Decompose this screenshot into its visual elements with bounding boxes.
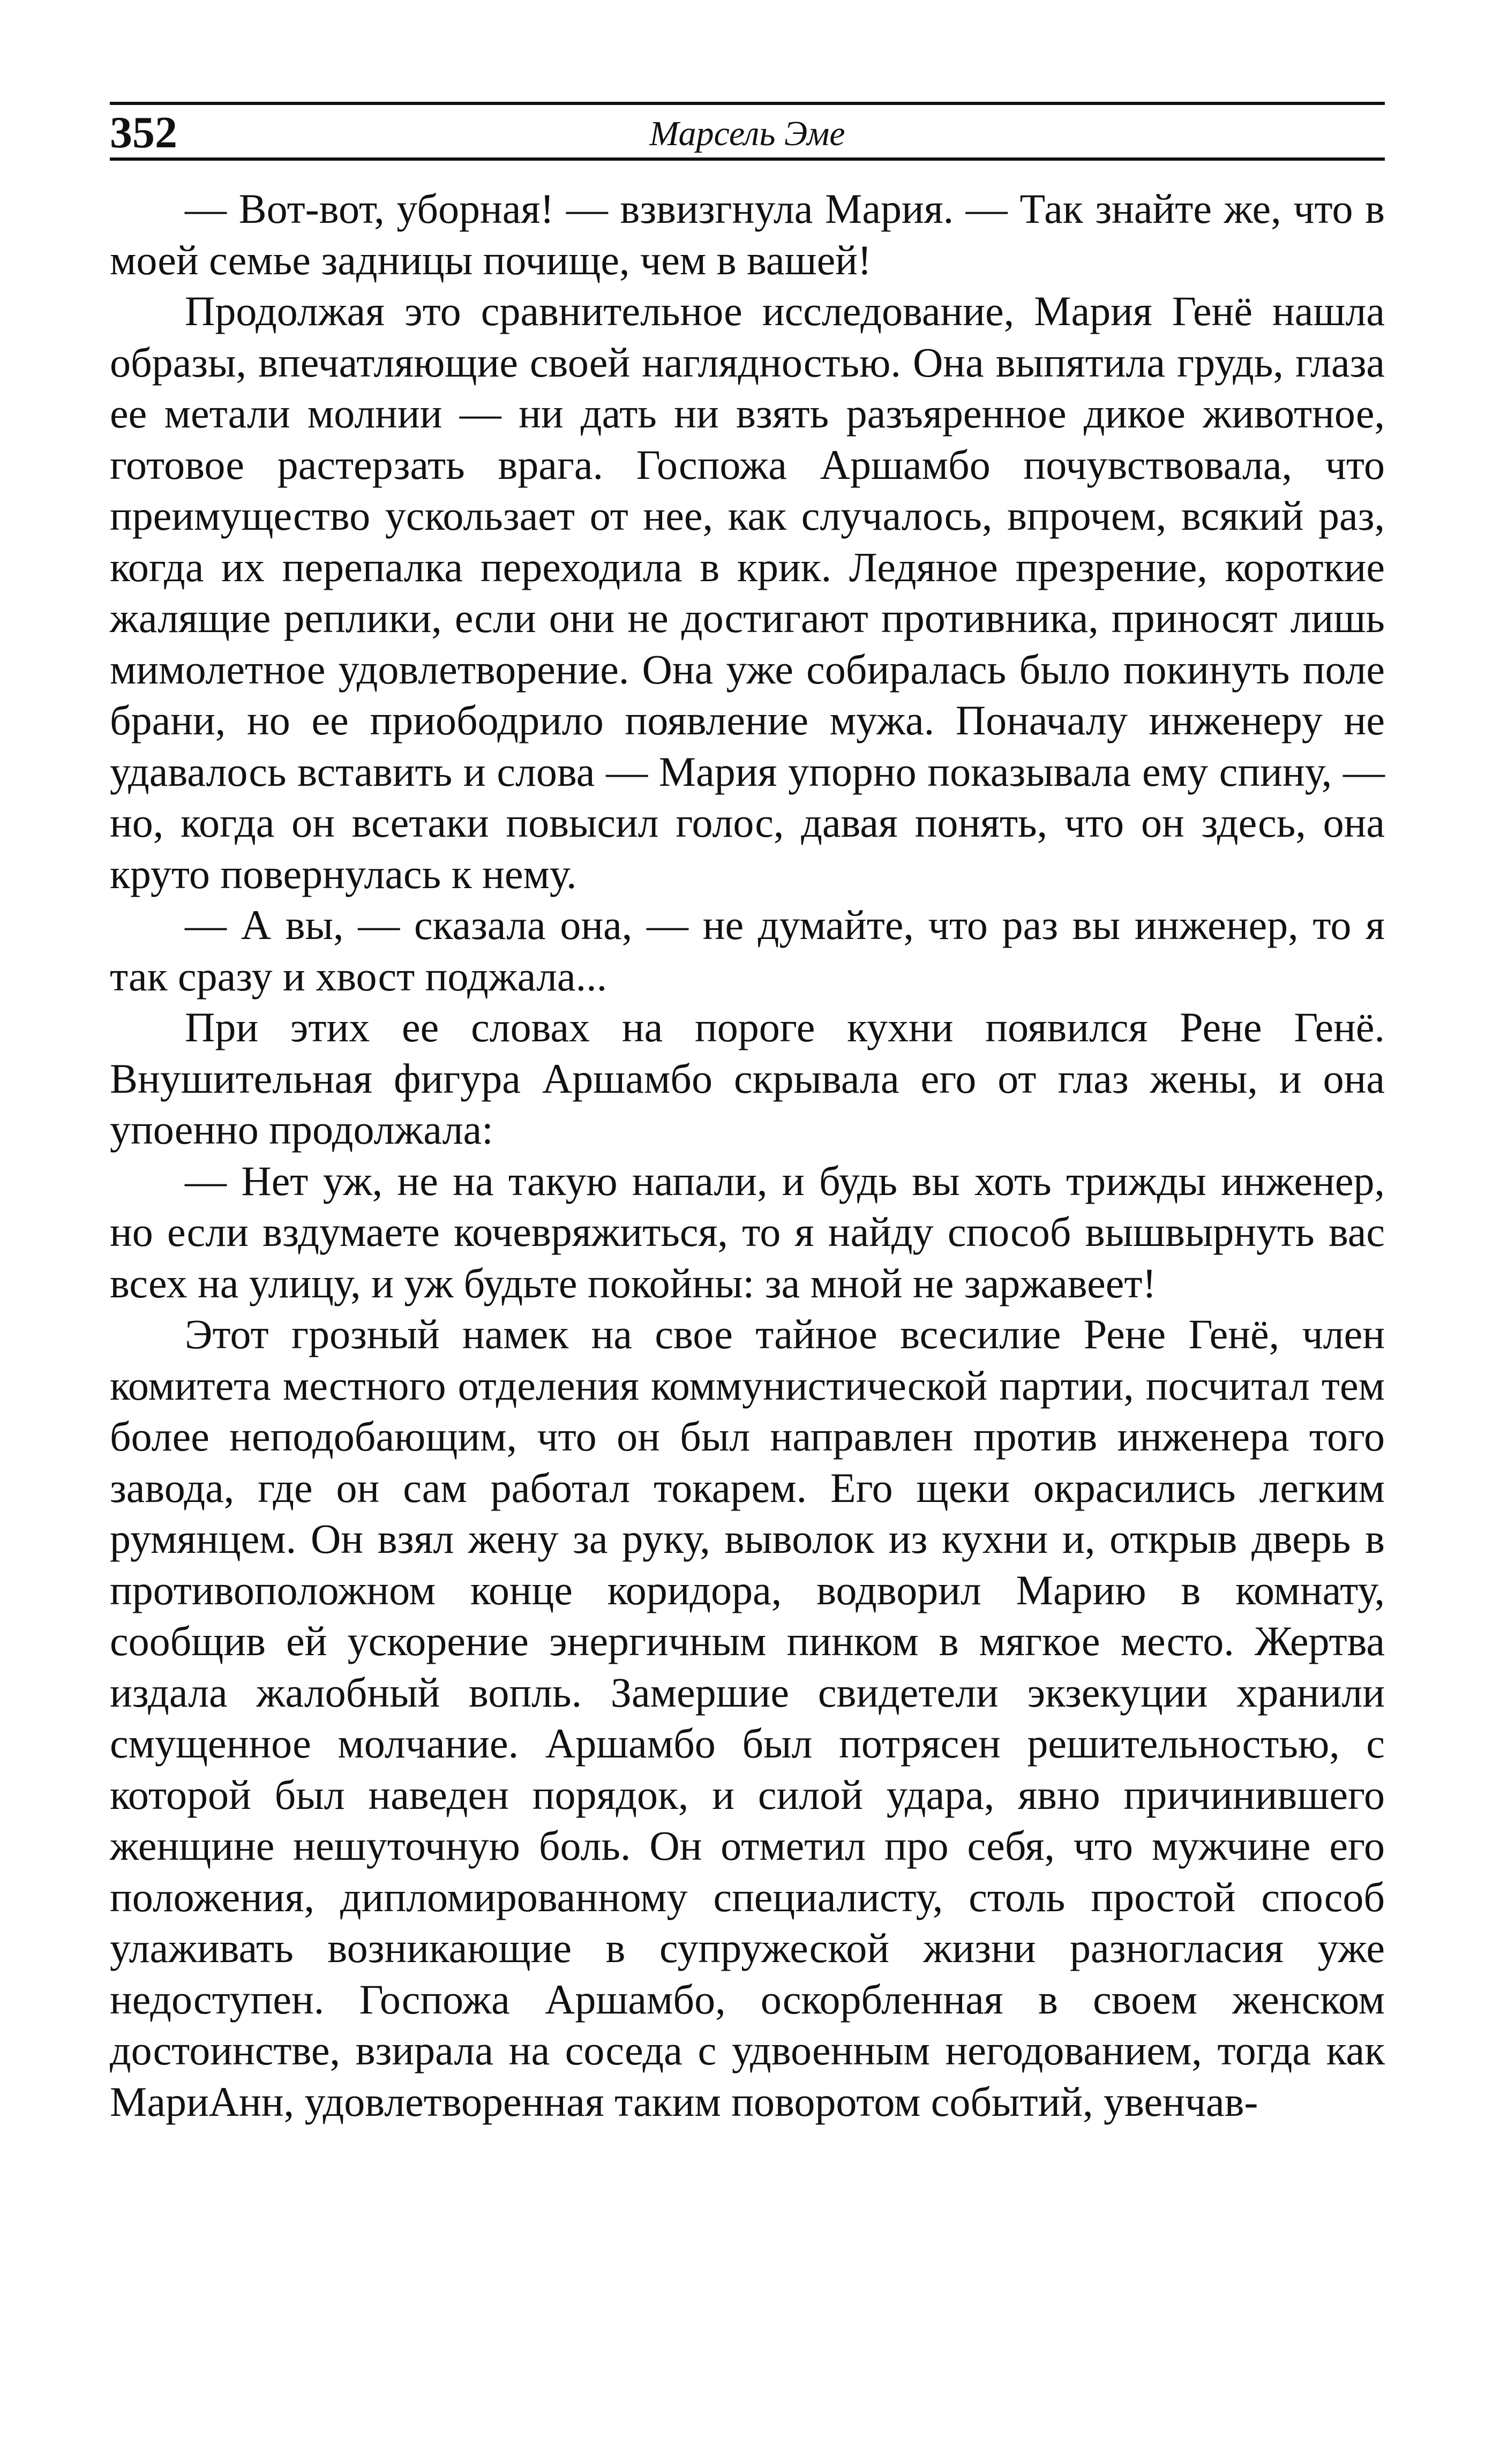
paragraph: Этот грозный намек на свое тайное всесилие Рене Генё, член комитета местного отделения коммунистической партии, посчитал тем более неподобающим, что он был направлен против инженера того завода, где он сам работал токарем. Его щеки окрасились легким румянцем. Он взял жену за руку, выволок из кухни и, открыв дверь в противоположном конце коридора, водворил Марию в комнату, сообщив ей ускорение энергичным пинком в мягкое место. Жертва издала жалобный вопль. Замершие свидетели экзекуции хранили смущенное молчание. Аршамбо был потрясен решительностью, с которой был наведен порядок, и силой удара, явно причинившего женщине нешуточную боль. Он отметил про себя, что мужчине его положения, дипломированному специалисту, столь простой способ улаживать возникающие в супружеской жизни разногласия уже недоступен. Госпожа Аршамбо, оскорбленная в своем женском достоинстве, взирала на соседа с удвоенным негодованием, тогда как МариАнн, удовлетворенная таким поворотом событий, увенчав- bbox=[110, 1311, 1385, 2125]
page-number: 352 bbox=[110, 108, 177, 157]
book-page bbox=[110, 102, 1385, 2127]
paragraph: Продолжая это сравнительное исследование, Мария Генё нашла образы, впечатляющие своей наглядностью. Она выпятила грудь, глаза ее метали молнии — ни дать ни взять разъяренное дикое животное, готовое растерзать врага. Госпожа Аршамбо почувствовала, что преимущество ускользает от нее, как случалось, впрочем, всякий раз, когда их перепалка переходила в крик. Ледяное презрение, короткие жалящие реплики, если они не достигают противника, приносят лишь мимолетное удовлетворение. Она уже собиралась было покинуть поле брани, но ее приободрило появление мужа. Поначалу инженеру не удавалось вставить и слова — Мария упорно показывала ему спину, — но, когда он всетаки повысил голос, давая понять, что он здесь, она круто повернулась к нему. bbox=[110, 288, 1385, 897]
paragraph: При этих ее словах на пороге кухни появился Рене Генё. Внушительная фигура Аршамбо скрывала его от глаз жены, и она упоенно продолжала: bbox=[110, 1004, 1385, 1153]
body-text bbox=[110, 183, 1385, 2127]
running-title: Марсель Эме bbox=[649, 114, 845, 153]
paragraph: — А вы, — сказала она, — не думайте, что раз вы инженер, то я так сразу и хвост поджала... bbox=[110, 902, 1385, 1000]
paragraph: — Вот-вот, уборная! — взвизгнула Мария. — Так знайте же, что в моей семье задницы почище, чем в вашей! bbox=[110, 185, 1385, 283]
running-header bbox=[110, 102, 1385, 161]
paragraph: — Нет уж, не на такую напали, и будь вы хоть трижды инженер, но если вздумаете кочевряжиться, то я найду способ вышвырнуть вас всех на улицу, и уж будьте покойны: за мной не заржавеет! bbox=[110, 1157, 1385, 1306]
